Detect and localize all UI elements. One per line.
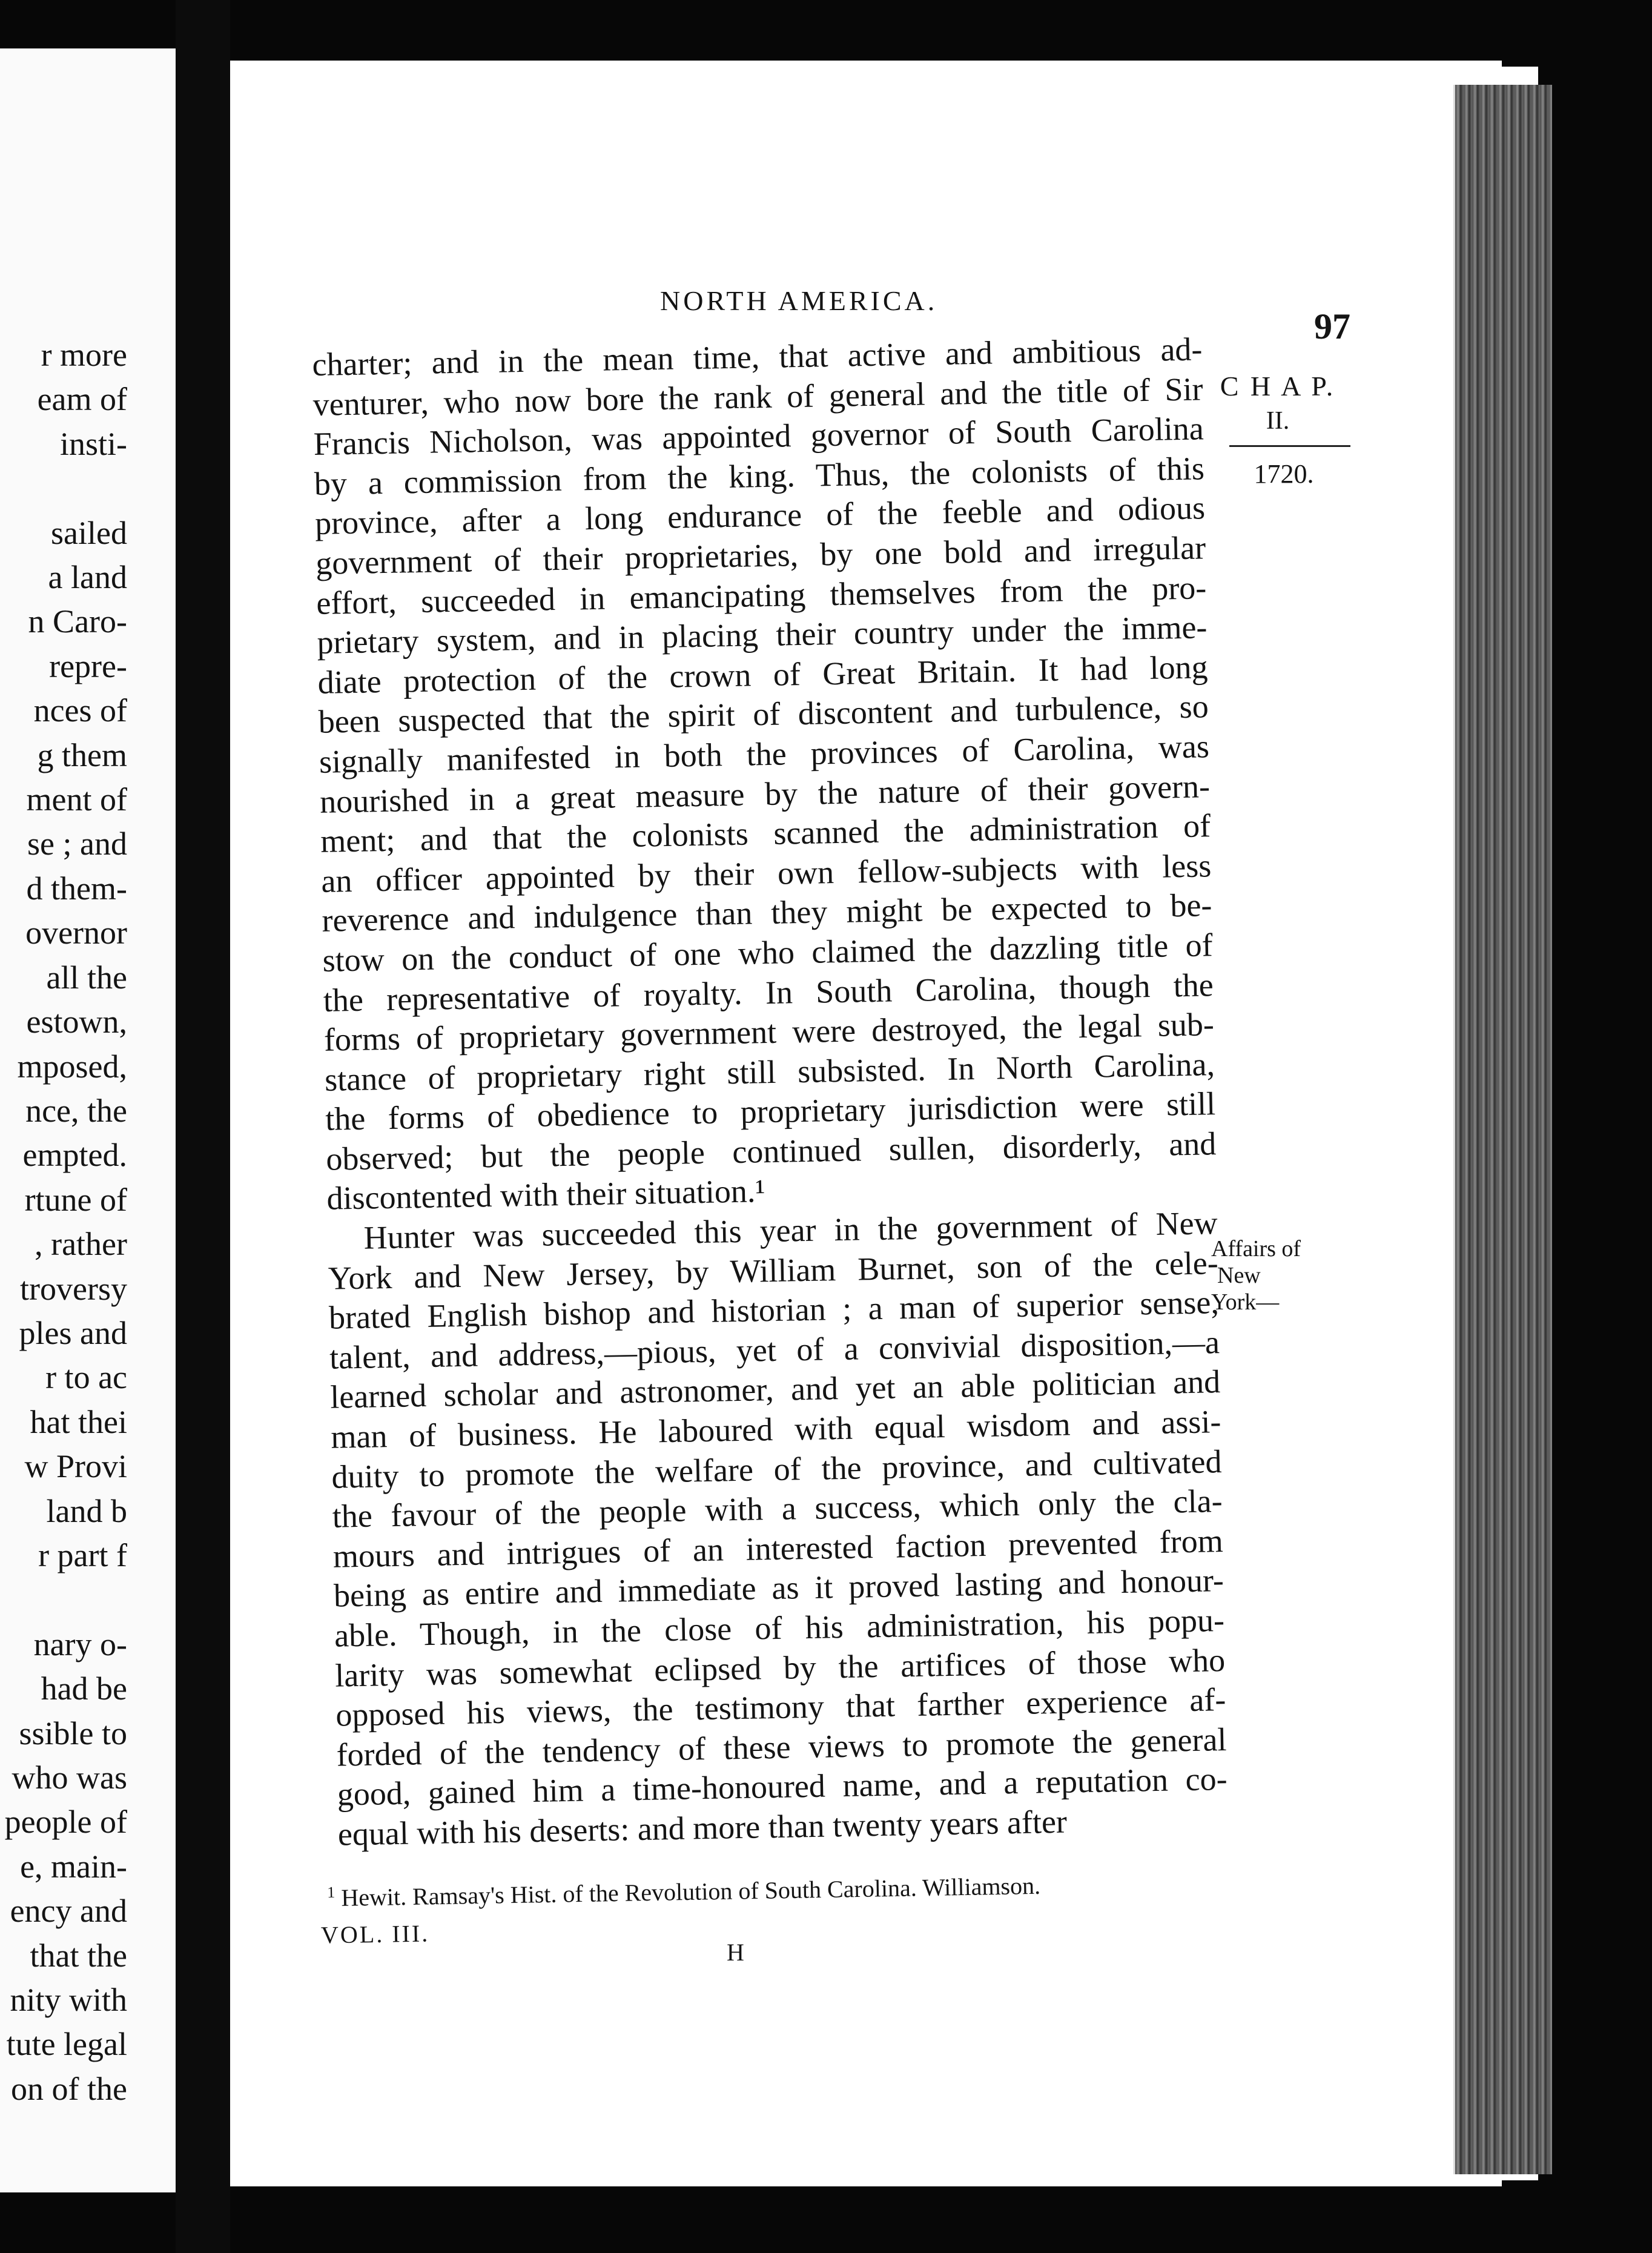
text-line: York and New Jersey, by William Burnet, son of the cele- <box>328 1244 1219 1297</box>
left-page-line: land b <box>46 1492 127 1529</box>
text-line: forms of proprietary government were destroyed, the legal sub- <box>323 1006 1215 1058</box>
left-page-line: had be <box>41 1670 127 1707</box>
left-page-line: insti- <box>59 425 127 462</box>
paragraph-1 <box>312 329 1217 1219</box>
text-line: diate protection of the crown of Great Britain. It had long <box>317 649 1209 701</box>
text-line: larity was somewhat eclipsed by the artifices of those who <box>334 1641 1226 1694</box>
left-page-line: d them- <box>26 870 127 907</box>
left-page-line: n Caro- <box>28 603 127 640</box>
scan-background-top <box>0 0 1652 67</box>
left-page-line: g them <box>37 736 127 773</box>
text-line: Hunter was succeeded this year in the government of New <box>363 1205 1218 1256</box>
book-gutter <box>176 0 230 2253</box>
text-line: duity to promote the welfare of the province, and cultivated <box>331 1443 1222 1495</box>
left-page-line: nce, the <box>25 1092 127 1129</box>
left-page-line: mposed, <box>17 1048 127 1085</box>
text-line: talent, and address,—pious, yet of a convivial disposition,—a <box>329 1323 1220 1376</box>
text-line: mours and intrigues of an interested faction prevented from <box>332 1522 1224 1575</box>
text-line: province, after a long endurance of the feeble and odious <box>314 489 1206 542</box>
left-page-line: ment of <box>26 781 127 818</box>
margin-note-line: York— <box>1211 1289 1280 1315</box>
left-page-line: rtune of <box>24 1181 127 1218</box>
margin-note-line: Affairs of <box>1211 1236 1301 1262</box>
text-line: learned scholar and astronomer, and yet an able politician and <box>329 1363 1221 1416</box>
margin-note-affairs <box>1211 1236 1326 1315</box>
text-line: reverence and indulgence than they might be expected to be- <box>322 887 1212 939</box>
left-page-line: troversy <box>20 1270 127 1307</box>
left-page <box>0 48 176 2192</box>
chapter-label: C H A P. <box>1220 371 1336 402</box>
left-page-line: tute legal <box>6 2026 127 2063</box>
text-line: been suspected that the spirit of discontent and turbulence, so <box>318 688 1209 741</box>
running-title: NORTH AMERICA. <box>660 285 938 316</box>
left-page-line: ency and <box>10 1893 127 1930</box>
left-page-line: a land <box>48 559 127 596</box>
page-number: 97 <box>1314 306 1350 346</box>
margin-note-line: New <box>1217 1263 1261 1288</box>
left-page-line: nity with <box>10 1982 127 2019</box>
text-line: an officer appointed by their own fellow-subjects with less <box>320 847 1212 899</box>
left-page-line: hat thei <box>30 1403 127 1440</box>
text-line: ment; and that the colonists scanned the administration of <box>320 807 1211 859</box>
left-page-line: ssible to <box>19 1715 127 1752</box>
text-line: being as entire and immediate as it proved lasting and honour- <box>333 1562 1224 1615</box>
left-page-line: overnor <box>25 915 127 951</box>
text-line: man of business. He laboured with equal wisdom and assi- <box>330 1403 1221 1455</box>
text-line: government of their proprietaries, by one bold and irregular <box>315 529 1206 581</box>
left-page-line: all the <box>46 959 127 996</box>
margin-year: 1720. <box>1254 459 1314 489</box>
left-page-line <box>5 466 127 511</box>
paragraph-2 <box>327 1203 1228 1854</box>
left-page-line: r part f <box>38 1537 127 1573</box>
chapter-number: II. <box>1266 407 1290 435</box>
left-page-line: e, main- <box>20 1848 127 1885</box>
left-page-line: nces of <box>33 692 127 729</box>
left-page-line: sailed <box>51 514 127 551</box>
left-page-line <box>5 1578 127 1622</box>
left-page-line: empted. <box>22 1137 127 1174</box>
footnote-marker: 1 <box>327 1883 335 1901</box>
text-line: the favour of the people with a success, which only the cla- <box>332 1483 1223 1535</box>
volume-line: VOL. III. <box>320 1919 430 1949</box>
text-line: nourished in a great measure by the nature of their govern- <box>319 767 1211 820</box>
text-line: observed; but the people continued sullen, disorderly, and <box>325 1125 1217 1177</box>
left-page-line: r more <box>41 337 127 373</box>
text-line: able. Though, in the close of his administration, his popu- <box>334 1602 1225 1654</box>
text-line: charter; and in the mean time, that active and ambitious ad- <box>312 331 1203 383</box>
left-page-line: se ; and <box>27 825 127 862</box>
text-line: Francis Nicholson, was appointed governor of South Carolina <box>313 410 1204 463</box>
text-line: opposed his views, the testimony that farther experience af- <box>335 1681 1226 1733</box>
text-line: stance of proprietary right still subsisted. In North Carolina, <box>324 1045 1215 1098</box>
left-page-line: estown, <box>26 1004 127 1040</box>
text-line: stow on the conduct of one who claimed the dazzling title of <box>322 927 1214 979</box>
text-line: venturer, who now bore the rank of general and the title of Sir <box>312 370 1204 423</box>
page-edge-stack <box>1453 85 1552 2174</box>
signature-mark: H <box>727 1939 744 1966</box>
text-line: by a commission from the king. Thus, the colonists of this <box>314 450 1205 502</box>
left-page-line: people of <box>4 1804 127 1841</box>
text-line: the representative of royalty. In South Carolina, though the <box>323 966 1214 1019</box>
left-page-line: ples and <box>19 1314 127 1351</box>
left-page-line: w Provi <box>24 1448 127 1485</box>
text-line: the forms of obedience to proprietary jurisdiction were still <box>325 1085 1216 1138</box>
text-line: forded of the tendency of these views to promote the general <box>336 1721 1227 1773</box>
chapter-rule <box>1229 445 1350 447</box>
left-page-line: that the <box>30 1937 127 1974</box>
left-page-line: who was <box>12 1759 127 1796</box>
left-page-line: , rather <box>35 1226 127 1263</box>
text-line: equal with his deserts: and more than twenty years after <box>337 1803 1068 1853</box>
text-line: effort, succeeded in emancipating themselves from the pro- <box>316 569 1207 621</box>
scan-background-right <box>1538 0 1652 2253</box>
left-page-line: nary o- <box>33 1626 127 1662</box>
left-page-text-fragments <box>5 333 127 2111</box>
footnote-text: Hewit. Ramsay's Hist. of the Revolution of South Carolina. Williamson. <box>341 1871 1041 1911</box>
text-line: brated English bishop and historian ; a man of superior sense, <box>328 1284 1220 1337</box>
scan-background-bottom <box>0 2180 1652 2253</box>
left-page-line: r to ac <box>45 1359 127 1396</box>
left-page-line: eam of <box>37 381 127 418</box>
text-line: discontented with their situation.¹ <box>326 1173 766 1217</box>
body-text <box>312 329 1228 1854</box>
text-line: good, gained him a time-honoured name, and a reputation co- <box>337 1761 1228 1813</box>
text-line: signally manifested in both the provinces of Carolina, was <box>319 728 1210 780</box>
left-page-line: on of the <box>11 2070 127 2107</box>
left-page-line: repre- <box>49 647 127 684</box>
text-line: prietary system, and in placing their country under the imme- <box>317 609 1208 661</box>
